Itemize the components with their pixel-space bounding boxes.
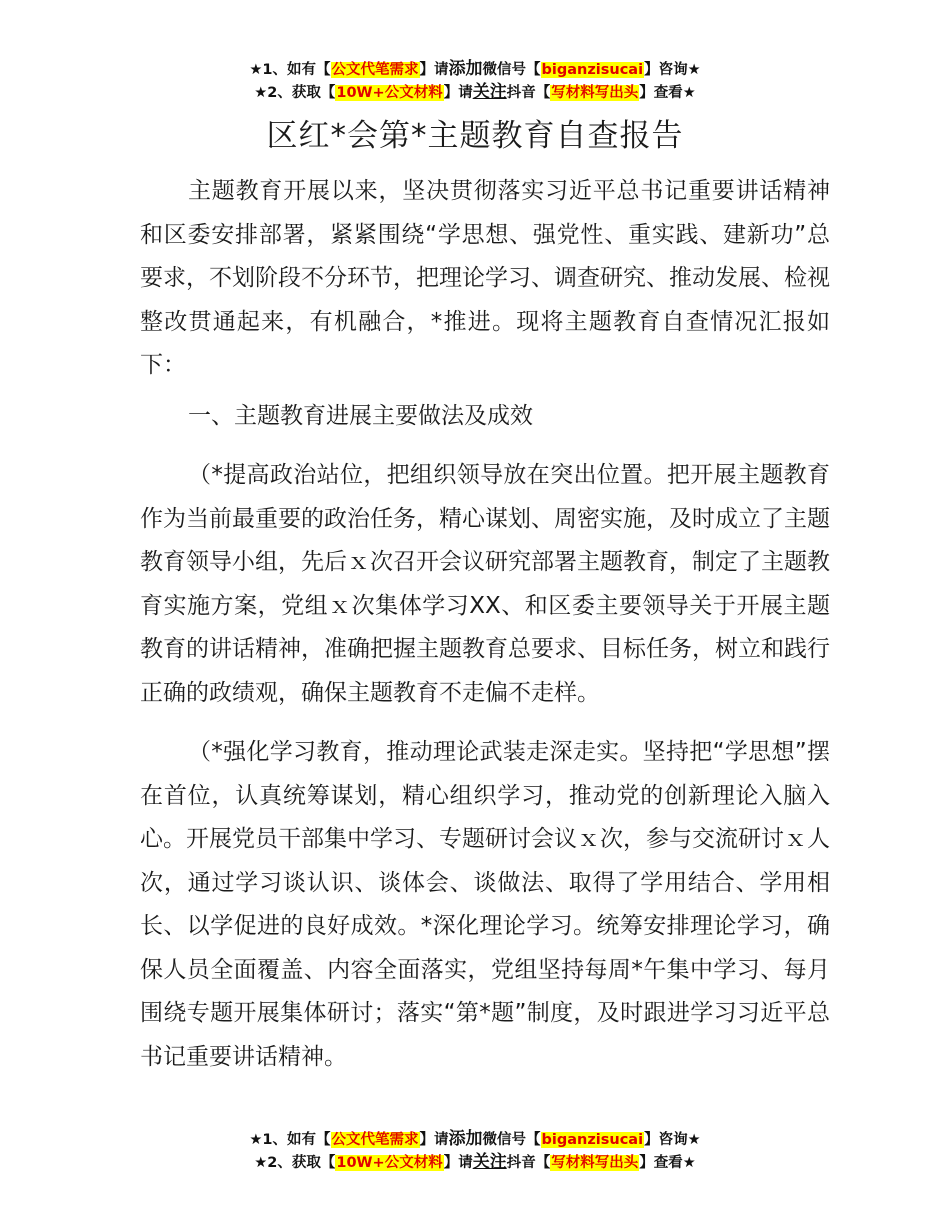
- body-paragraph: （*强化学习教育，推动理论武装走深走实。坚持把“学思想”摆在首位，认真统筹谋划，精心组织学习，推动党的创新理论入脑入心。开展党员干部集中学习、专题研讨会议ｘ次，参与交流研讨ｘ人次，通过学习谈认识、谈体会、谈做法、取得了学用结合、学用相长、以学促进的良好成效。*深化理论学习。统筹安排理论学习，确保人员全面覆盖、内容全面落实，党组坚持每周*午集中学习、每月围绕专题开展集体研讨；落实“第*题”制度，及时跟进学习习近平总书记重要讲话精神。: [140, 739, 830, 1070]
- promo-line-2: [0, 1151, 950, 1174]
- promo-text: 】请: [419, 1132, 449, 1148]
- promo-text: 】查看★: [639, 85, 696, 101]
- promo-text: 】请: [419, 62, 449, 78]
- promo-highlight: 公文代笔需求: [331, 1132, 419, 1148]
- promo-emphasis: 关注: [472, 82, 507, 102]
- promo-highlight: 写材料写出头: [551, 85, 639, 101]
- promo-text: 微信号【: [482, 1132, 541, 1148]
- promo-highlight: 写材料写出头: [551, 1155, 639, 1171]
- promo-line-1: [0, 1128, 950, 1151]
- body-paragraph: （*提高政治站位，把组织领导放在突出位置。把开展主题教育作为当前最重要的政治任务，精心谋划、周密实施，及时成立了主题教育领导小组，先后ｘ次召开会议研究部署主题教育，制定了主题教育实施方案，党组ｘ次集体学习XX、和区委主要领导关于开展主题教育的讲话精神，准确把握主题教育总要求、目标任务，树立和践行正确的政绩观，确保主题教育不走偏不走样。: [140, 462, 830, 706]
- document-body: [140, 170, 830, 1079]
- promo-line-1: [0, 58, 950, 81]
- promo-text: 微信号【: [482, 62, 541, 78]
- promo-text: 】查看★: [639, 1155, 696, 1171]
- promo-line-2: [0, 81, 950, 104]
- promo-highlight: biganzisucai: [541, 1132, 644, 1148]
- promo-emphasis: 添加: [448, 59, 483, 79]
- promo-highlight: biganzisucai: [541, 62, 644, 78]
- promo-emphasis: 关注: [472, 1152, 507, 1172]
- promo-text: 】请: [443, 1155, 473, 1171]
- promo-text: 】咨询★: [644, 1132, 701, 1148]
- promo-text: ★1、如有【: [249, 1132, 331, 1148]
- promo-text: 】请: [443, 85, 473, 101]
- promo-text: 抖音【: [506, 1155, 551, 1171]
- promo-emphasis: 添加: [448, 1129, 483, 1149]
- promo-text: 】咨询★: [644, 62, 701, 78]
- promo-highlight: 10W+公文材料: [336, 1155, 443, 1171]
- document-title: 区红*会第*主题教育自查报告: [266, 118, 684, 154]
- promo-text: 抖音【: [506, 85, 551, 101]
- promo-highlight: 公文代笔需求: [331, 62, 419, 78]
- promo-highlight: 10W+公文材料: [336, 85, 443, 101]
- promo-text: ★2、获取【: [254, 85, 336, 101]
- intro-paragraph: 主题教育开展以来，坚决贯彻落实习近平总书记重要讲话精神和区委安排部署，紧紧围绕“学思想、强党性、重实践、建新功”总要求，不划阶段不分环节，把理论学习、调查研究、推动发展、检视整改贯通起来，有机融合，*推进。现将主题教育自查情况汇报如下：: [140, 178, 830, 378]
- footer-promo-banner: [0, 1128, 950, 1174]
- promo-text: ★1、如有【: [249, 62, 331, 78]
- promo-text: ★2、获取【: [254, 1155, 336, 1171]
- section-heading: 一、主题教育进展主要做法及成效: [188, 402, 533, 429]
- header-promo-banner: [0, 58, 950, 104]
